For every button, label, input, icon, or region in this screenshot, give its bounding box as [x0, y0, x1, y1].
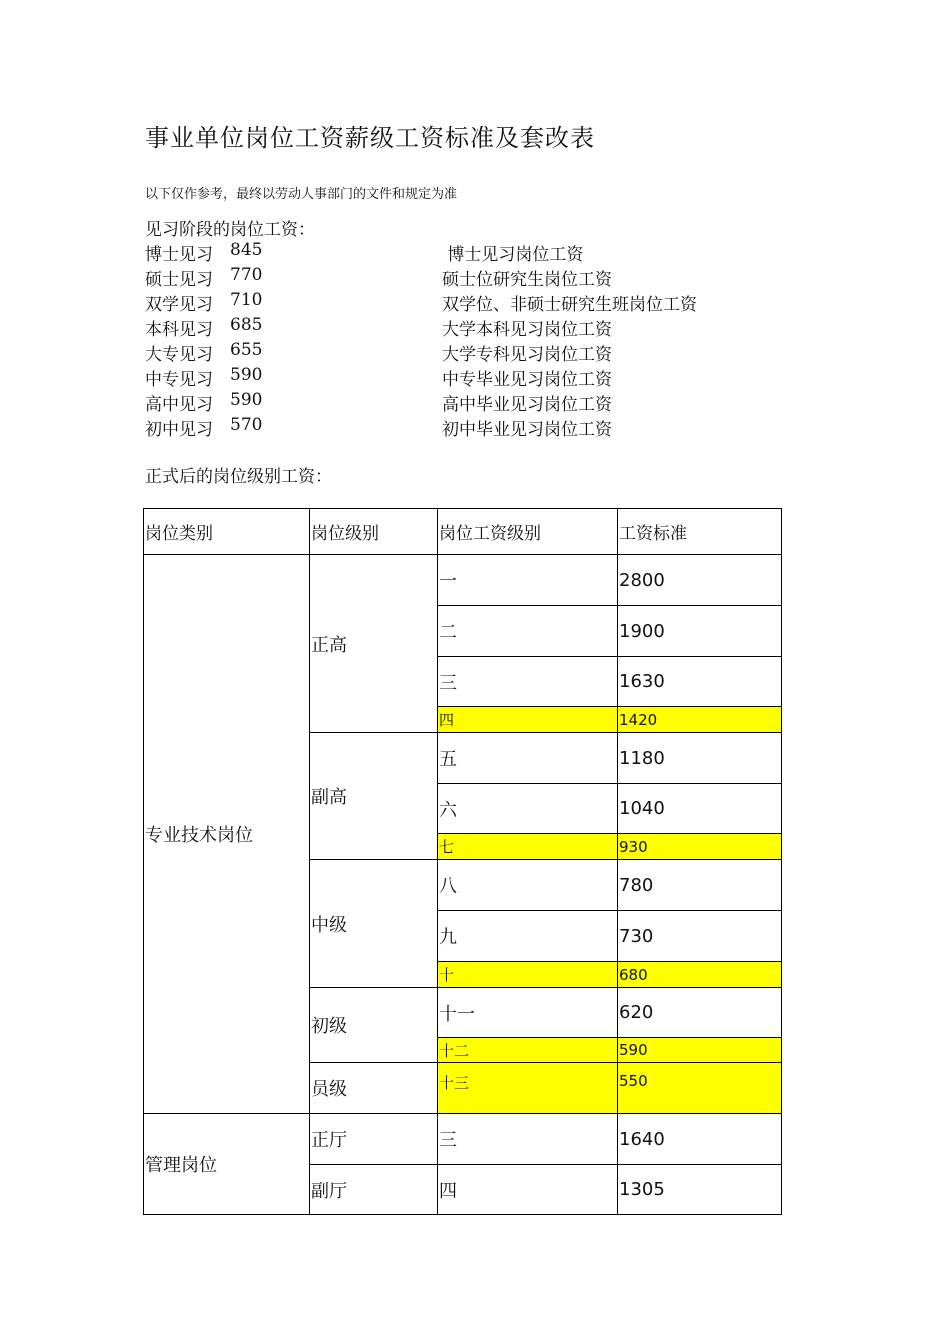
grade-cell: 二 — [438, 606, 618, 657]
probation-value: 590 — [230, 365, 263, 385]
disclaimer-note: 以下仅作参考，最终以劳动人事部门的文件和规定为准 — [145, 187, 458, 202]
grade-cell: 十一 — [438, 988, 618, 1038]
probation-name: 博士见习 — [145, 245, 213, 265]
page-title: 事业单位岗位工资薪级工资标准及套改表 — [145, 124, 595, 152]
probation-desc: 硕士位研究生岗位工资 — [442, 270, 612, 290]
grade-cell: 三 — [438, 1114, 618, 1165]
salary-cell: 1900 — [618, 606, 782, 657]
column-header: 岗位工资级别 — [438, 509, 618, 555]
grade-cell-highlighted: 四 — [438, 707, 618, 733]
grade-cell: 五 — [438, 733, 618, 784]
probation-desc: 大学本科见习岗位工资 — [442, 320, 612, 340]
level-cell: 正厅 — [310, 1114, 438, 1165]
probation-desc: 大学专科见习岗位工资 — [442, 345, 612, 365]
probation-desc: 初中毕业见习岗位工资 — [442, 420, 612, 440]
probation-name: 双学见习 — [145, 295, 213, 315]
table-header-row — [144, 509, 782, 555]
salary-cell: 2800 — [618, 555, 782, 606]
column-header: 岗位类别 — [144, 509, 310, 555]
probation-desc: 博士见习岗位工资 — [442, 245, 584, 265]
table-row — [144, 555, 782, 606]
probation-desc: 双学位、非硕士研究生班岗位工资 — [442, 295, 697, 315]
column-header: 岗位级别 — [310, 509, 438, 555]
level-cell: 员级 — [310, 1063, 438, 1114]
salary-table — [143, 508, 782, 1215]
salary-cell: 1180 — [618, 733, 782, 784]
formal-heading: 正式后的岗位级别工资： — [145, 467, 332, 487]
salary-cell-highlighted: 930 — [618, 834, 782, 860]
table-row — [144, 1114, 782, 1165]
grade-cell: 四 — [438, 1165, 618, 1215]
probation-heading: 见习阶段的岗位工资： — [145, 220, 315, 240]
level-cell: 中级 — [310, 860, 438, 988]
grade-cell-highlighted: 十 — [438, 962, 618, 988]
probation-name: 硕士见习 — [145, 270, 213, 290]
probation-value: 710 — [230, 290, 263, 310]
probation-name: 大专见习 — [145, 345, 213, 365]
column-header: 工资标准 — [618, 509, 782, 555]
grade-cell-highlighted: 七 — [438, 834, 618, 860]
salary-cell-highlighted: 1420 — [618, 707, 782, 733]
salary-cell: 1630 — [618, 657, 782, 707]
probation-value: 655 — [230, 340, 263, 360]
grade-cell: 一 — [438, 555, 618, 606]
category-cell: 管理岗位 — [144, 1114, 310, 1215]
probation-name: 本科见习 — [145, 320, 213, 340]
probation-desc: 中专毕业见习岗位工资 — [442, 370, 612, 390]
probation-value: 590 — [230, 390, 263, 410]
probation-desc: 高中毕业见习岗位工资 — [442, 395, 612, 415]
grade-cell-highlighted: 十三 — [438, 1063, 618, 1114]
grade-cell: 九 — [438, 911, 618, 962]
level-cell: 副高 — [310, 733, 438, 860]
salary-cell: 1305 — [618, 1165, 782, 1215]
probation-value: 770 — [230, 265, 263, 285]
salary-cell: 1040 — [618, 784, 782, 834]
grade-cell: 八 — [438, 860, 618, 911]
salary-cell-highlighted: 680 — [618, 962, 782, 988]
probation-value: 685 — [230, 315, 263, 335]
salary-cell: 780 — [618, 860, 782, 911]
probation-name: 中专见习 — [145, 370, 213, 390]
salary-cell-highlighted: 590 — [618, 1038, 782, 1063]
grade-cell-highlighted: 十二 — [438, 1038, 618, 1063]
probation-name: 高中见习 — [145, 395, 213, 415]
level-cell: 副厅 — [310, 1165, 438, 1215]
probation-name: 初中见习 — [145, 420, 213, 440]
level-cell: 初级 — [310, 988, 438, 1063]
salary-cell-highlighted: 550 — [618, 1063, 782, 1114]
salary-cell: 730 — [618, 911, 782, 962]
probation-value: 845 — [230, 240, 263, 260]
probation-value: 570 — [230, 415, 263, 435]
grade-cell: 三 — [438, 657, 618, 707]
salary-cell: 620 — [618, 988, 782, 1038]
grade-cell: 六 — [438, 784, 618, 834]
category-cell: 专业技术岗位 — [144, 555, 310, 1114]
salary-cell: 1640 — [618, 1114, 782, 1165]
level-cell: 正高 — [310, 555, 438, 733]
